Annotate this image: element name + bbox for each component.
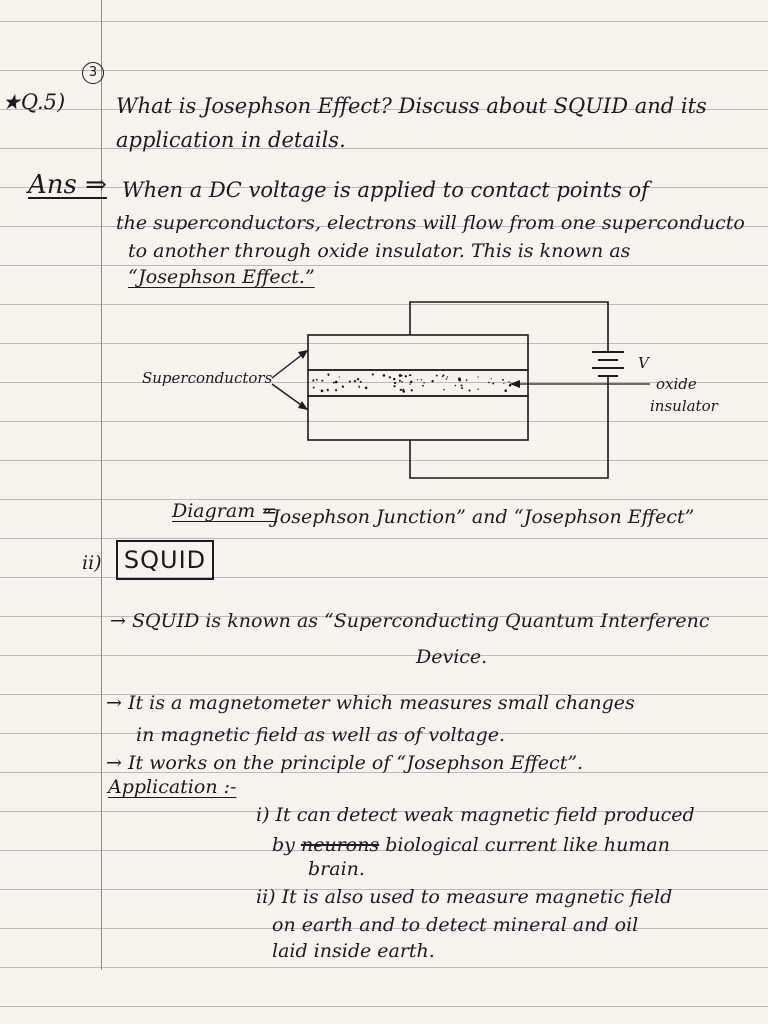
oxide-dot: [460, 384, 462, 386]
application-1-line-1: i) It can detect weak magnetic field produced: [256, 804, 695, 826]
oxide-dot: [447, 376, 449, 378]
application-heading: Application :-: [108, 776, 237, 798]
oxide-label: oxide: [656, 375, 697, 393]
oxide-dot: [357, 378, 359, 380]
oxide-dot: [372, 373, 374, 375]
oxide-dot: [431, 380, 433, 382]
oxide-dot: [354, 380, 356, 382]
oxide-dot: [461, 387, 463, 389]
oxide-dot: [335, 389, 337, 391]
oxide-dot: [409, 374, 411, 376]
oxide-dot: [339, 376, 340, 377]
oxide-dot: [313, 387, 315, 389]
josephson-junction-diagram: [130, 290, 730, 490]
squid-point-2-line-2: in magnetic field as well as of voltage.: [136, 724, 506, 746]
oxide-dot: [393, 385, 395, 387]
oxide-dot: [442, 376, 444, 378]
superconductor-bottom-layer: [308, 396, 528, 440]
squid-point-1-line-2: Device.: [416, 646, 488, 668]
oxide-dot: [417, 379, 418, 380]
oxide-dot: [409, 383, 410, 384]
oxide-dot: [491, 378, 492, 379]
insulator-label: insulator: [650, 397, 718, 415]
oxide-dot: [389, 376, 391, 378]
diagram-caption-prefix: Diagram =: [172, 500, 278, 522]
diagram-caption-text: “Josephson Junction” and “Josephson Effect”: [262, 506, 695, 528]
oxide-dot: [365, 387, 368, 390]
question-line-1: What is Josephson Effect? Discuss about SQUID and its: [116, 94, 707, 118]
application-1-line-3: brain.: [308, 858, 365, 880]
squid-point-2-line-1: → It is a magnetometer which measures small changes: [106, 692, 635, 714]
oxide-dot: [488, 382, 490, 384]
arrow-upper-head: [298, 350, 308, 359]
application-2-line-2: on earth and to detect mineral and oil: [272, 914, 639, 936]
application-1-by: by: [272, 834, 295, 856]
oxide-dot: [458, 379, 461, 382]
page-number: 3: [82, 62, 104, 84]
oxide-dot: [466, 379, 468, 381]
superconductors-label: Superconductors: [142, 369, 273, 387]
oxide-arrow-head: [510, 380, 520, 388]
oxide-dot: [399, 380, 401, 382]
oxide-dot: [477, 376, 478, 377]
oxide-dot: [509, 385, 510, 386]
squid-point-1-line-1: → SQUID is known as “Superconducting Quantum Interferenc: [110, 610, 710, 632]
wire-bottom: [410, 376, 608, 478]
oxide-dot: [502, 379, 504, 381]
oxide-dot: [402, 390, 405, 393]
oxide-dot: [422, 385, 424, 387]
oxide-dot: [443, 389, 445, 391]
oxide-dot: [327, 390, 329, 392]
oxide-dot: [421, 379, 422, 380]
question-marker: ★Q.5): [2, 90, 66, 114]
oxide-dot: [359, 387, 360, 388]
oxide-dot: [328, 374, 330, 376]
wire-top: [410, 302, 608, 352]
oxide-dot: [400, 389, 402, 391]
oxide-dot: [423, 382, 424, 383]
oxide-dot: [360, 381, 362, 383]
oxide-dot: [405, 375, 407, 377]
oxide-dot: [393, 378, 395, 380]
squid-heading: SQUID: [116, 540, 214, 580]
application-2-line-1: ii) It is also used to measure magnetic field: [256, 886, 673, 908]
oxide-dot: [455, 385, 457, 387]
oxide-dots: [312, 373, 511, 392]
oxide-dot: [333, 382, 335, 384]
arrow-lower-head: [298, 401, 308, 410]
answer-line-4: “Josephson Effect.”: [128, 266, 315, 288]
oxide-dot: [436, 375, 438, 377]
application-1-struck-word: neurons: [300, 834, 380, 856]
oxide-dot: [312, 379, 314, 381]
answer-line-1: When a DC voltage is applied to contact points of: [122, 178, 649, 202]
answer-line-3: to another through oxide insulator. This is known as: [128, 240, 631, 262]
voltage-label: V: [638, 354, 649, 372]
application-1-rest: biological current like human: [385, 834, 670, 856]
oxide-dot: [349, 380, 351, 382]
oxide-dot: [358, 385, 359, 386]
oxide-dot: [477, 388, 478, 389]
margin-line: [101, 0, 102, 970]
oxide-dot: [504, 389, 507, 392]
oxide-dot: [399, 374, 402, 377]
answer-line-2: the superconductors, electrons will flow from one superconducto: [116, 212, 745, 234]
oxide-dot: [394, 382, 396, 384]
oxide-dot: [508, 381, 510, 383]
oxide-dot: [321, 390, 324, 393]
answer-marker: Ans ⇒: [28, 170, 107, 200]
application-2-line-3: laid inside earth.: [272, 940, 435, 962]
oxide-dot: [446, 378, 447, 379]
oxide-dot: [383, 374, 386, 377]
oxide-dot: [401, 381, 403, 383]
oxide-dot: [503, 383, 504, 384]
oxide-dot: [335, 381, 338, 384]
oxide-dot: [411, 389, 413, 391]
oxide-dot: [316, 379, 318, 381]
squid-index: ii): [82, 552, 102, 574]
oxide-dot: [401, 375, 402, 376]
application-1-line-2: [272, 834, 670, 856]
oxide-dot: [410, 381, 413, 384]
oxide-dot: [321, 380, 323, 382]
oxide-dot: [468, 389, 470, 391]
squid-point-3: → It works on the principle of “Josephson Effect”.: [106, 752, 584, 774]
oxide-dot: [492, 383, 494, 385]
oxide-dot: [342, 386, 344, 388]
oxide-insulator-layer: [308, 370, 528, 396]
question-line-2: application in details.: [116, 128, 346, 152]
superconductor-top-layer: [308, 335, 528, 370]
